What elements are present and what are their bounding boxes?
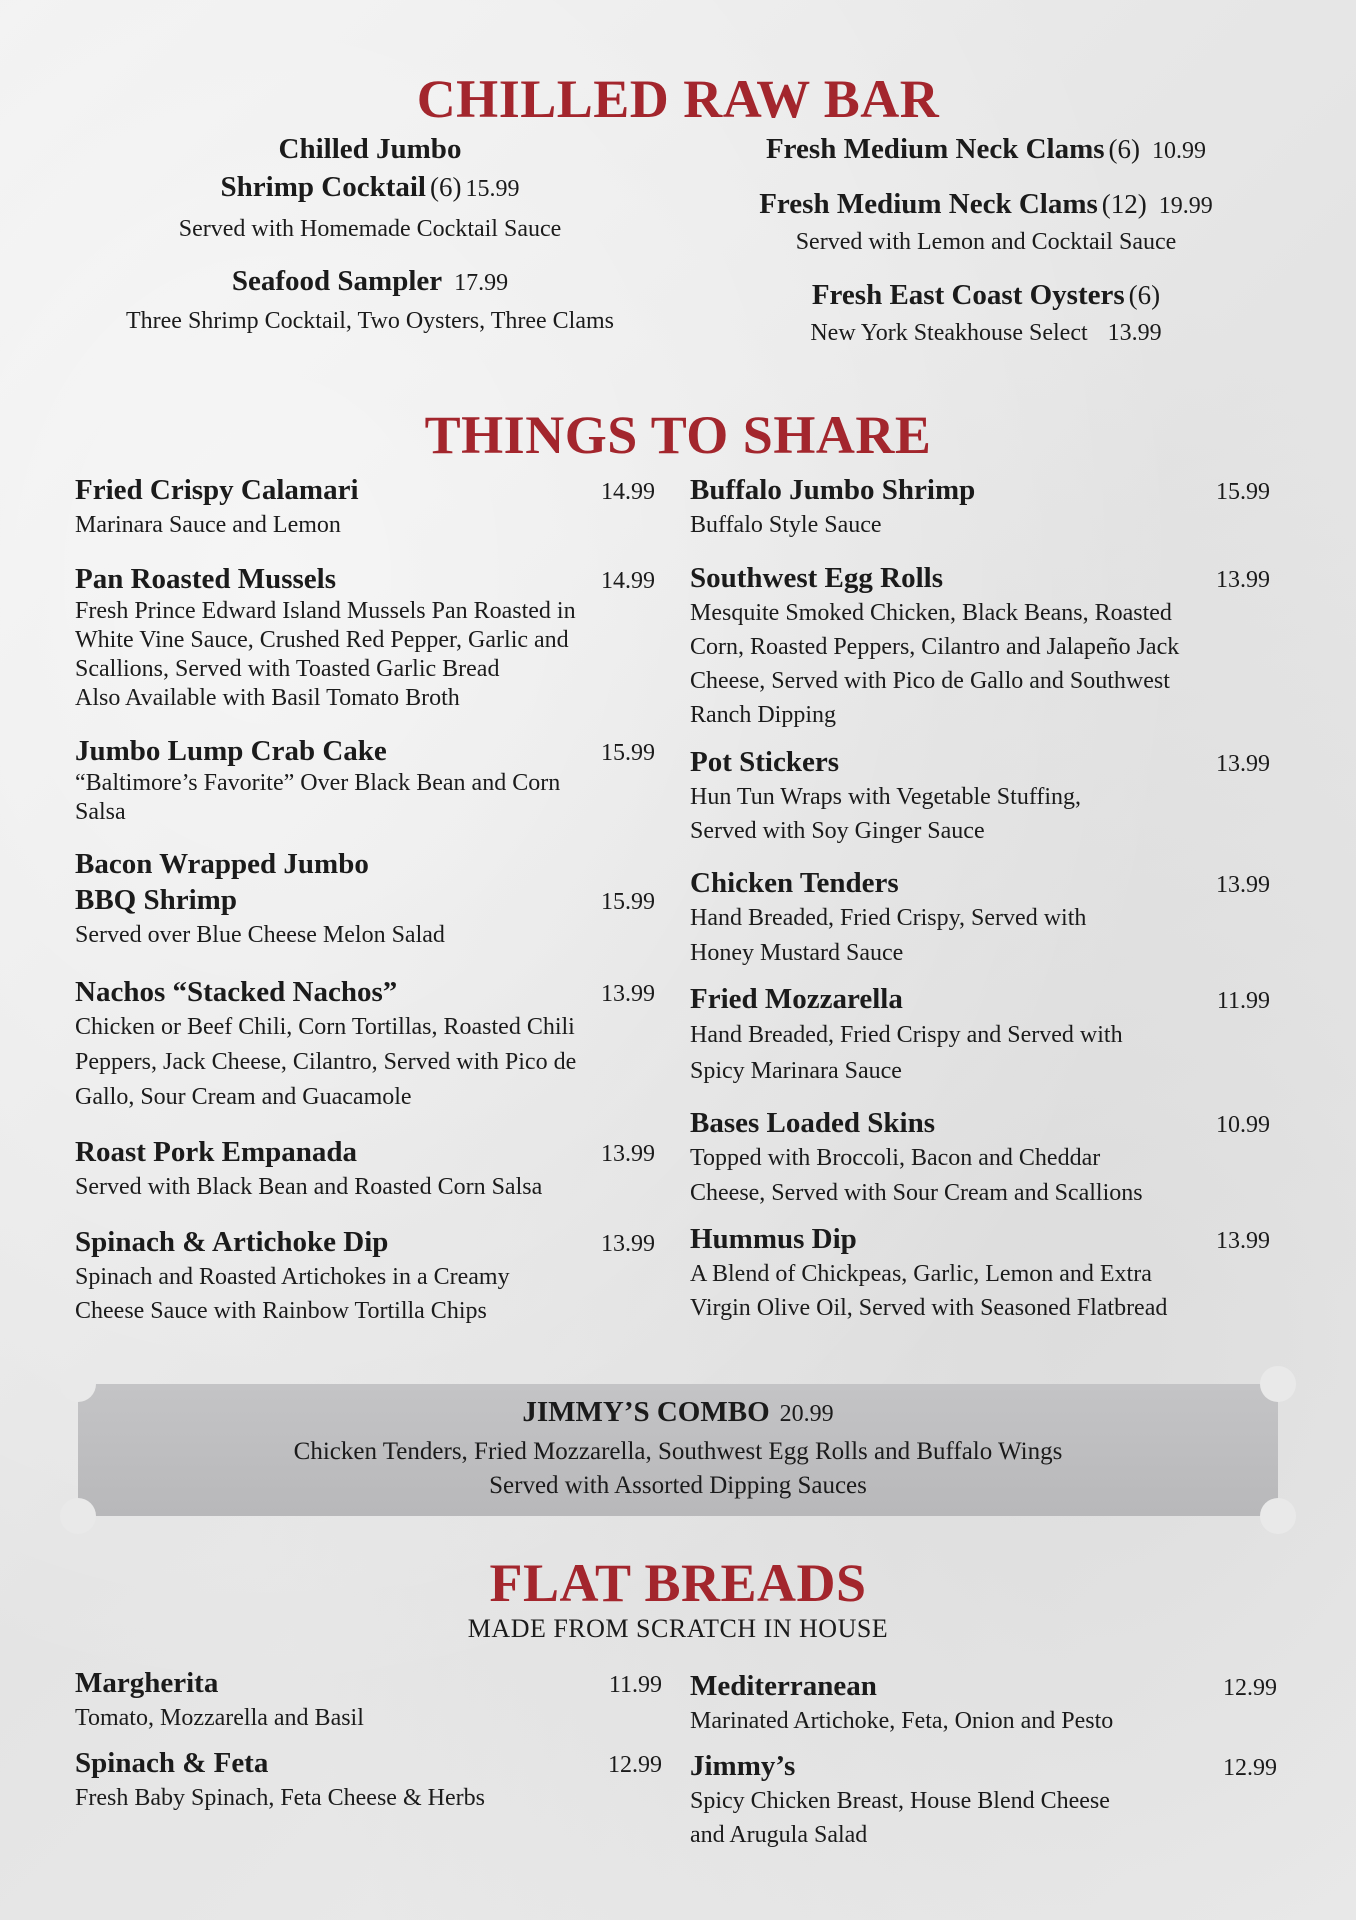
item-price: 14.99 bbox=[601, 479, 655, 505]
clams-12-price: 19.99 bbox=[1158, 193, 1213, 219]
item-desc: Served with Soy Ginger Sauce bbox=[690, 818, 985, 844]
oysters-qty: (6) bbox=[1128, 280, 1161, 310]
raw-bar-title: CHILLED RAW BAR bbox=[416, 69, 940, 129]
item-name: Spinach & Artichoke Dip bbox=[75, 1226, 389, 1258]
item-desc: Corn, Roasted Peppers, Cilantro and Jalapeño Jack bbox=[690, 634, 1180, 660]
share-item bbox=[690, 981, 1270, 1089]
item-desc: Fresh Prince Edward Island Mussels Pan Roasted in bbox=[75, 598, 576, 624]
seafood-sampler-price: 17.99 bbox=[454, 270, 509, 296]
clams-12-qty: (12) bbox=[1101, 189, 1147, 219]
item-price: 15.99 bbox=[601, 889, 655, 915]
item-name: Chicken Tenders bbox=[690, 867, 899, 899]
item-price: 12.99 bbox=[1223, 1755, 1277, 1781]
item-desc: Buffalo Style Sauce bbox=[690, 512, 882, 538]
share-item bbox=[690, 472, 1270, 542]
item-name: Bases Loaded Skins bbox=[690, 1107, 935, 1139]
item-name: Fried Crispy Calamari bbox=[75, 474, 359, 506]
flat-bread-item bbox=[75, 1745, 662, 1815]
share-item bbox=[690, 1105, 1270, 1211]
item-desc: Cheese Sauce with Rainbow Tortilla Chips bbox=[75, 1298, 487, 1324]
share-item bbox=[75, 472, 655, 542]
item-name: Fried Mozzarella bbox=[690, 983, 903, 1015]
item-price: 10.99 bbox=[1216, 1112, 1270, 1138]
share-item bbox=[75, 974, 655, 1115]
item-name: Jumbo Lump Crab Cake bbox=[75, 735, 387, 767]
item-name: Pot Stickers bbox=[690, 746, 839, 778]
share-item bbox=[75, 846, 655, 952]
shrimp-cocktail-item bbox=[60, 130, 680, 244]
item-desc: Also Available with Basil Tomato Broth bbox=[75, 685, 460, 711]
item-desc: Spicy Chicken Breast, House Blend Cheese bbox=[690, 1788, 1110, 1814]
item-desc: Chicken or Beef Chili, Corn Tortillas, Roasted Chili bbox=[75, 1014, 575, 1040]
seafood-sampler-desc: Three Shrimp Cocktail, Two Oysters, Three Clams bbox=[125, 308, 614, 334]
clams-12-name: Fresh Medium Neck Clams bbox=[759, 188, 1098, 220]
share-item bbox=[75, 561, 655, 713]
item-price: 13.99 bbox=[601, 1141, 655, 1167]
item-name: Jimmy’s bbox=[690, 1750, 796, 1782]
flat-breads-subtitle: MADE FROM SCRATCH IN HOUSE bbox=[467, 1614, 889, 1643]
item-desc: Virgin Olive Oil, Served with Seasoned Flatbread bbox=[690, 1295, 1168, 1321]
seafood-sampler-name: Seafood Sampler bbox=[231, 265, 443, 297]
item-desc: Salsa bbox=[75, 799, 126, 825]
item-price: 13.99 bbox=[1216, 872, 1270, 898]
item-desc: Hand Breaded, Fried Crispy and Served with bbox=[690, 1022, 1123, 1048]
oysters-price: 13.99 bbox=[1107, 320, 1162, 346]
item-name: BBQ Shrimp bbox=[75, 884, 237, 916]
item-price: 12.99 bbox=[1223, 1675, 1277, 1701]
clams-6-name: Fresh Medium Neck Clams bbox=[765, 133, 1105, 165]
item-desc: Peppers, Jack Cheese, Cilantro, Served with Pico de bbox=[75, 1049, 577, 1075]
item-name: Roast Pork Empanada bbox=[75, 1136, 357, 1168]
item-price: 13.99 bbox=[1216, 567, 1270, 593]
oysters-desc-row bbox=[676, 319, 1296, 348]
item-name: Mediterranean bbox=[690, 1670, 877, 1702]
item-desc: Honey Mustard Sauce bbox=[690, 940, 904, 966]
share-item bbox=[75, 1224, 655, 1328]
item-desc: Marinara Sauce and Lemon bbox=[75, 512, 341, 538]
item-price: 14.99 bbox=[601, 568, 655, 594]
clams-6-price: 10.99 bbox=[1152, 138, 1207, 164]
item-price: 13.99 bbox=[601, 981, 655, 1007]
item-desc: Hand Breaded, Fried Crispy, Served with bbox=[690, 905, 1087, 931]
share-item bbox=[75, 1134, 655, 1204]
flat-breads-title: FLAT BREADS bbox=[489, 1553, 867, 1613]
oysters-name: Fresh East Coast Oysters bbox=[811, 279, 1125, 311]
shrimp-cocktail-name-line2: Shrimp Cocktail bbox=[220, 171, 426, 203]
item-desc: Served with Black Bean and Roasted Corn Salsa bbox=[75, 1174, 543, 1200]
flat-bread-item bbox=[690, 1668, 1277, 1738]
oysters-item bbox=[676, 276, 1296, 348]
item-name: Pan Roasted Mussels bbox=[75, 563, 337, 595]
item-price: 13.99 bbox=[1216, 751, 1270, 777]
item-desc: and Arugula Salad bbox=[690, 1822, 868, 1848]
item-desc: “Baltimore’s Favorite” Over Black Bean and Corn bbox=[75, 770, 561, 796]
item-desc: Scallions, Served with Toasted Garlic Bread bbox=[75, 656, 500, 682]
combo-name: JIMMY’S COMBO bbox=[522, 1396, 770, 1428]
clams-12-desc: Served with Lemon and Cocktail Sauce bbox=[795, 229, 1177, 255]
seafood-sampler-item bbox=[60, 262, 680, 336]
clams-12-item bbox=[676, 185, 1296, 257]
item-desc: Served over Blue Cheese Melon Salad bbox=[75, 922, 445, 948]
combo-desc-line2: Served with Assorted Dipping Sauces bbox=[489, 1472, 867, 1499]
item-price: 15.99 bbox=[601, 740, 655, 766]
item-name: Southwest Egg Rolls bbox=[690, 562, 943, 594]
combo-desc-line1: Chicken Tenders, Fried Mozzarella, Southwest Egg Rolls and Buffalo Wings bbox=[293, 1438, 1063, 1465]
shrimp-cocktail-name-row bbox=[60, 168, 680, 211]
item-name: Margherita bbox=[75, 1667, 219, 1699]
clams-6-qty: (6) bbox=[1108, 134, 1141, 164]
share-item bbox=[75, 733, 655, 827]
item-desc: Ranch Dipping bbox=[690, 702, 836, 728]
combo-price: 20.99 bbox=[779, 1401, 834, 1427]
share-title: THINGS TO SHARE bbox=[424, 405, 932, 465]
item-price: 11.99 bbox=[608, 1672, 662, 1698]
item-price: 13.99 bbox=[601, 1231, 655, 1257]
shrimp-cocktail-price: 15.99 bbox=[465, 176, 520, 202]
item-desc: Hun Tun Wraps with Vegetable Stuffing, bbox=[690, 784, 1082, 810]
item-price: 13.99 bbox=[1216, 1228, 1270, 1254]
flat-bread-item bbox=[690, 1748, 1277, 1852]
oysters-desc: New York Steakhouse Select bbox=[810, 320, 1088, 346]
item-desc: Topped with Broccoli, Bacon and Cheddar bbox=[690, 1145, 1101, 1171]
item-desc: Tomato, Mozzarella and Basil bbox=[75, 1705, 364, 1731]
combo-banner bbox=[78, 1384, 1278, 1516]
item-desc: Cheese, Served with Sour Cream and Scallions bbox=[690, 1180, 1143, 1206]
item-desc: Spicy Marinara Sauce bbox=[690, 1058, 902, 1084]
item-desc: Fresh Baby Spinach, Feta Cheese & Herbs bbox=[75, 1785, 485, 1811]
item-desc: Cheese, Served with Pico de Gallo and Southwest bbox=[690, 668, 1170, 694]
item-desc: Spinach and Roasted Artichokes in a Creamy bbox=[75, 1264, 510, 1290]
share-item bbox=[690, 560, 1270, 732]
item-desc: Gallo, Sour Cream and Guacamole bbox=[75, 1084, 412, 1110]
item-desc: Marinated Artichoke, Feta, Onion and Pesto bbox=[690, 1708, 1114, 1734]
item-desc: A Blend of Chickpeas, Garlic, Lemon and Extra bbox=[690, 1261, 1152, 1287]
shrimp-cocktail-desc: Served with Homemade Cocktail Sauce bbox=[178, 216, 562, 242]
share-item bbox=[690, 744, 1270, 848]
item-name: Nachos “Stacked Nachos” bbox=[75, 976, 398, 1008]
item-name: Spinach & Feta bbox=[75, 1747, 269, 1779]
item-name: Hummus Dip bbox=[690, 1223, 857, 1255]
item-price: 15.99 bbox=[1216, 479, 1270, 505]
item-name-line1: Bacon Wrapped Jumbo bbox=[75, 848, 369, 880]
clams-6-item bbox=[676, 130, 1296, 173]
shrimp-cocktail-name-line1: Chilled Jumbo bbox=[278, 133, 462, 165]
share-item bbox=[690, 1221, 1270, 1325]
shrimp-cocktail-qty: (6) bbox=[429, 172, 462, 202]
item-name: Buffalo Jumbo Shrimp bbox=[690, 474, 976, 506]
flat-bread-item bbox=[75, 1665, 662, 1735]
item-desc: White Vine Sauce, Crushed Red Pepper, Garlic and bbox=[75, 627, 569, 653]
item-price: 11.99 bbox=[1216, 988, 1270, 1014]
share-item bbox=[690, 865, 1270, 971]
item-desc: Mesquite Smoked Chicken, Black Beans, Roasted bbox=[690, 600, 1172, 626]
item-price: 12.99 bbox=[608, 1752, 662, 1778]
